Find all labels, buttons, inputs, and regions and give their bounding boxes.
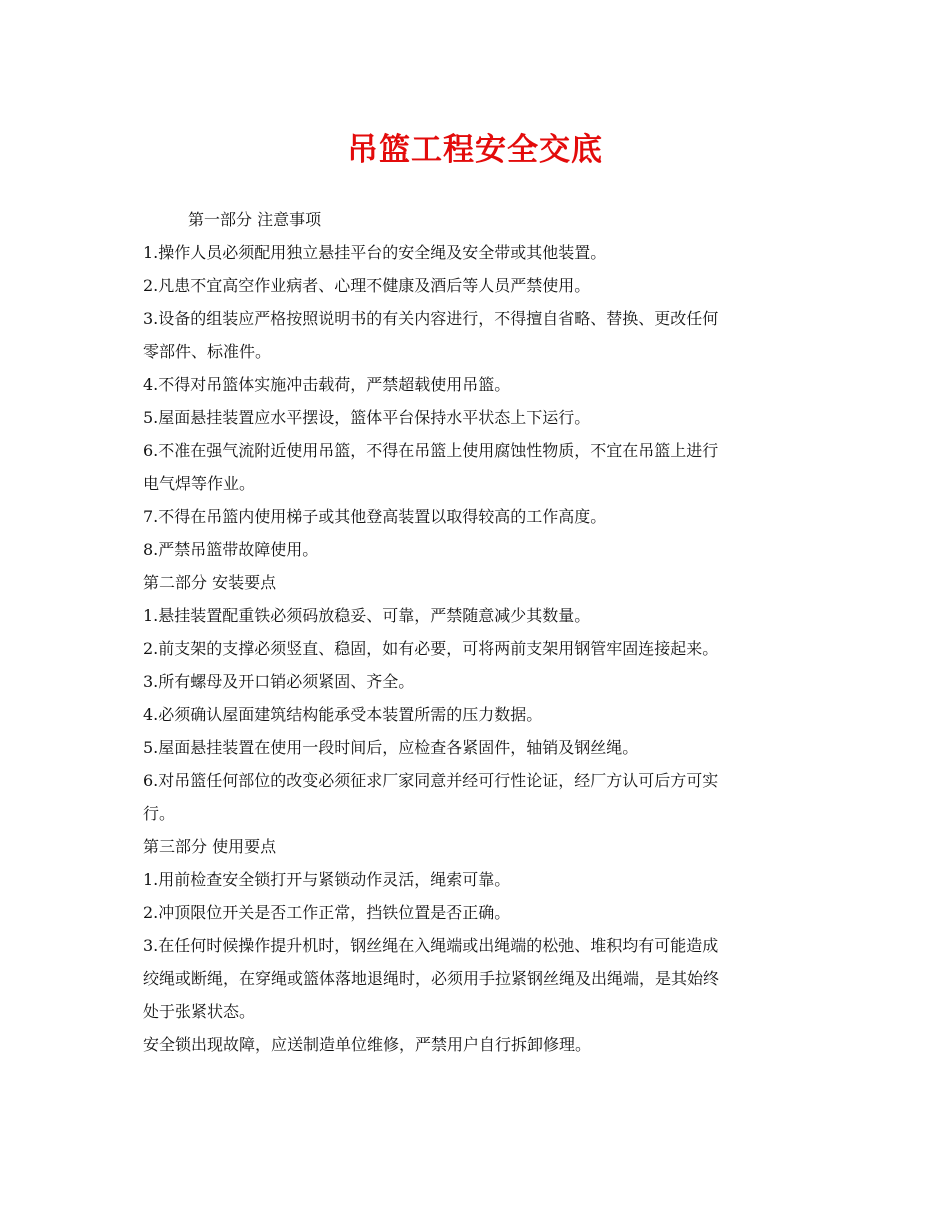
paragraph-line: 2.凡患不宜高空作业病者、心理不健康及酒后等人员严禁使用。 bbox=[143, 276, 591, 295]
paragraph-line: 3.在任何时候操作提升机时，钢丝绳在入绳端或出绳端的松弛、堆积均有可能造成 bbox=[143, 936, 719, 955]
paragraph-line: 6.对吊篮任何部位的改变必须征求厂家同意并经可行性论证，经厂方认可后方可实 bbox=[143, 771, 719, 790]
document-title: 吊篮工程安全交底 bbox=[347, 132, 603, 168]
paragraph-line: 7.不得在吊篮内使用梯子或其他登高装置以取得较高的工作高度。 bbox=[143, 507, 607, 526]
paragraph-line: 5.屋面悬挂装置在使用一段时间后，应检查各紧固件，轴销及钢丝绳。 bbox=[143, 738, 639, 757]
paragraph-line: 6.不准在强气流附近使用吊篮，不得在吊篮上使用腐蚀性物质，不宜在吊篮上进行 bbox=[143, 441, 719, 460]
paragraph-line: 2.冲顶限位开关是否工作正常，挡铁位置是否正确。 bbox=[143, 903, 511, 922]
paragraph-line: 3.设备的组装应严格按照说明书的有关内容进行，不得擅自省略、替换、更改任何 bbox=[143, 309, 719, 328]
paragraph-line: 1.用前检查安全锁打开与紧锁动作灵活，绳索可靠。 bbox=[143, 870, 511, 889]
document-body bbox=[143, 203, 823, 1061]
paragraph-line: 绞绳或断绳，在穿绳或篮体落地退绳时，必须用手拉紧钢丝绳及出绳端，是其始终 bbox=[143, 969, 720, 988]
paragraph-line: 3.所有螺母及开口销必须紧固、齐全。 bbox=[143, 672, 415, 691]
paragraph-line: 4.必须确认屋面建筑结构能承受本装置所需的压力数据。 bbox=[143, 705, 543, 724]
paragraph-line: 零部件、标准件。 bbox=[143, 342, 272, 361]
paragraph-line: 安全锁出现故障，应送制造单位维修，严禁用户自行拆卸修理。 bbox=[143, 1035, 592, 1054]
paragraph-line: 电气焊等作业。 bbox=[143, 474, 256, 493]
paragraph-line: 行。 bbox=[143, 804, 176, 823]
paragraph-line: 1.操作人员必须配用独立悬挂平台的安全绳及安全带或其他装置。 bbox=[143, 243, 607, 262]
paragraph-line: 4.不得对吊篮体实施冲击载荷，严禁超载使用吊篮。 bbox=[143, 375, 511, 394]
paragraph-line: 1.悬挂装置配重铁必须码放稳妥、可靠，严禁随意减少其数量。 bbox=[143, 606, 591, 625]
paragraph-line: 8.严禁吊篮带故障使用。 bbox=[143, 540, 319, 559]
paragraph-line: 2.前支架的支撑必须竖直、稳固，如有必要，可将两前支架用钢管牢固连接起来。 bbox=[143, 639, 719, 658]
paragraph-line: 5.屋面悬挂装置应水平摆设，篮体平台保持水平状态上下运行。 bbox=[143, 408, 591, 427]
section-heading-notes: 第一部分 注意事项 bbox=[188, 210, 322, 229]
paragraph-line: 处于张紧状态。 bbox=[143, 1002, 256, 1021]
section-heading-installation: 第二部分 安装要点 bbox=[143, 573, 277, 592]
section-heading-usage: 第三部分 使用要点 bbox=[143, 837, 277, 856]
